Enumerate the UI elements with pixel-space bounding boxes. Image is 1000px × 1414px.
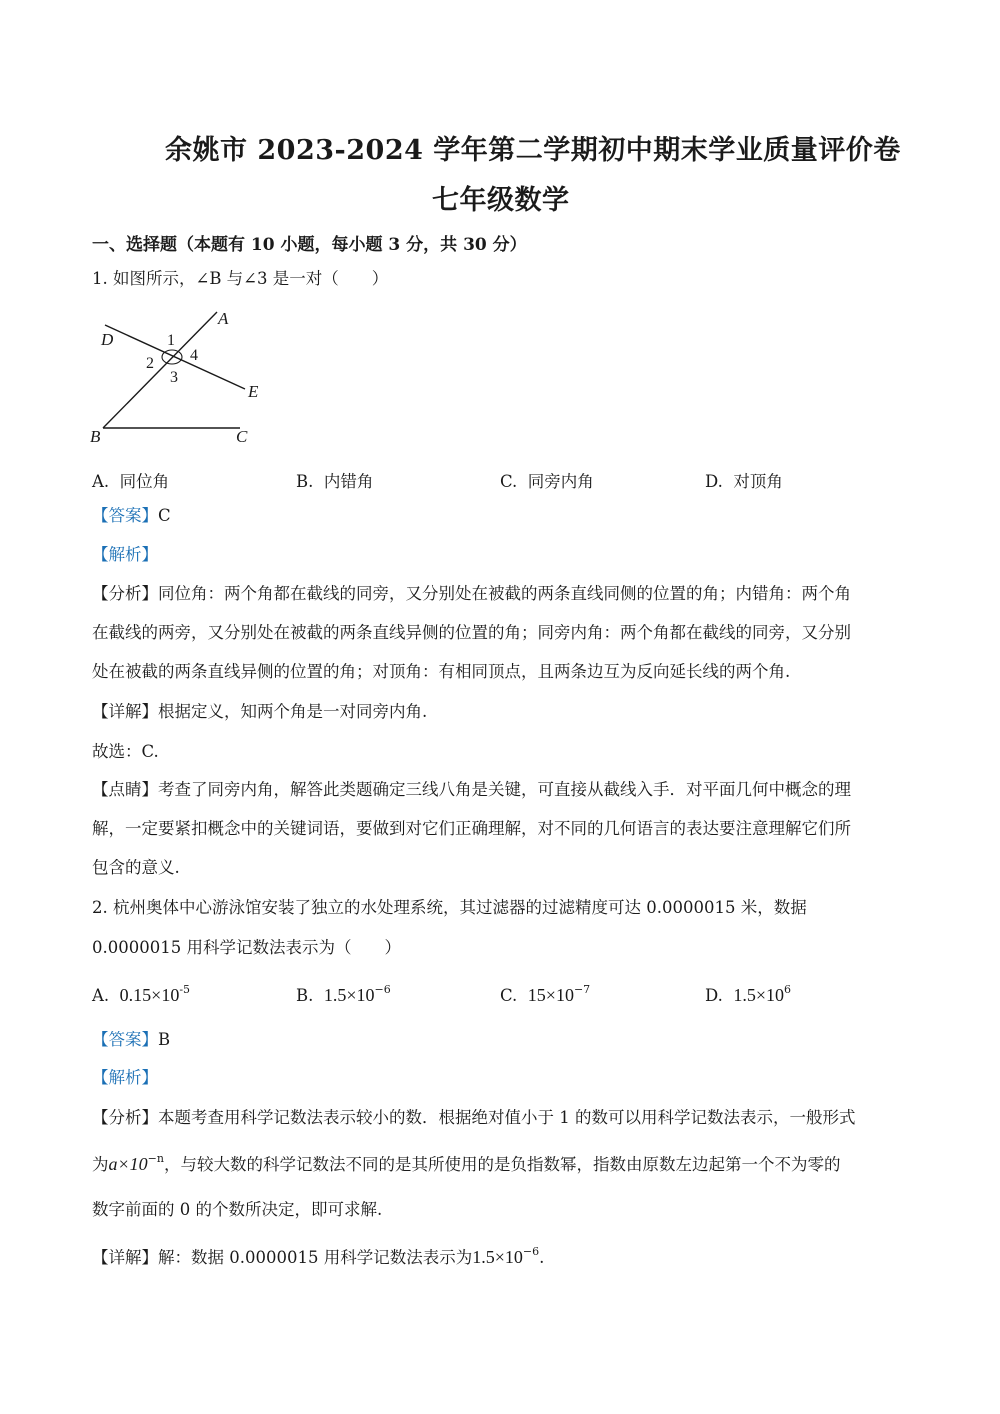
q2-stem-line2: 0.0000015 用科学记数法表示为（ ）: [92, 938, 401, 957]
q1-dianjing-line1: 【点睛】考查了同旁内角，解答此类题确定三线八角是关键，可直接从截线入手．对平面几何中概念的理: [92, 780, 851, 799]
q1-option-a: A. 同位角: [92, 472, 170, 491]
q2-analysis-tag: 【解析】: [92, 1068, 158, 1087]
angle-3: 3: [170, 369, 178, 386]
label-d: D: [101, 330, 114, 349]
q1-stem: 1. 如图所示，∠B 与∠3 是一对（ ）: [92, 269, 389, 288]
q1-xiangjie: 【详解】根据定义，知两个角是一对同旁内角.: [92, 702, 428, 721]
q1-option-b: B. 内错角: [296, 472, 374, 491]
q2-xiangjie: 【详解】解：数据 0.0000015 用科学记数法表示为$1.5\times 10^{-6}$.: [92, 1245, 545, 1267]
q1-dianjing-line3: 包含的意义.: [92, 858, 180, 877]
label-c: C: [236, 427, 248, 446]
q1-guxuan: 故选：C.: [92, 742, 159, 761]
q2-option-c: C. $15\times 10^{-7}$: [500, 983, 591, 1005]
label-e: E: [248, 382, 259, 401]
q2-fenxi-line2: 为$a\times 10^{-n}$，与较大数的科学记数法不同的是其所使用的是负指数幂，指数由原数左边起第一个不为零的: [92, 1152, 841, 1174]
q1-fenxi-line1: 【分析】同位角：两个角都在截线的同旁，又分别处在被截的两条直线同侧的位置的角；内错角：两个角: [92, 584, 851, 603]
q1-fenxi-line2: 在截线的两旁，又分别处在被截的两条直线异侧的位置的角；同旁内角：两个角都在截线的同旁，又分别: [92, 623, 851, 642]
q1-dianjing-line2: 解，一定要紧扣概念中的关键词语，要做到对它们正确理解，对不同的几何语言的表达要注意理解它们所: [92, 819, 851, 838]
angle-1: 1: [167, 332, 175, 349]
q2-fenxi-line1: 【分析】本题考查用科学记数法表示较小的数．根据绝对值小于 1 的数可以用科学记数法表示，一般形式: [92, 1108, 856, 1127]
q1-analysis-tag: 【解析】: [92, 545, 158, 564]
line-ba: [103, 312, 217, 428]
q2-fenxi-line3: 数字前面的 0 的个数所决定，即可求解.: [92, 1200, 383, 1219]
page-title: 余姚市 2023-2024 学年第二学期初中期末学业质量评价卷: [165, 135, 901, 166]
angle-2: 2: [146, 355, 154, 372]
q1-answer: 【答案】C: [92, 506, 171, 525]
label-b: B: [90, 427, 101, 446]
q1-figure: [85, 300, 285, 450]
angle-4: 4: [190, 347, 198, 364]
q2-option-b: B. $1.5\times 10^{-6}$: [296, 983, 391, 1005]
page-subtitle: 七年级数学: [432, 185, 570, 216]
q2-option-a: A. $0.15\times 10^{-5}$: [92, 983, 191, 1005]
section-heading: 一、选择题（本题有 10 小题，每小题 3 分，共 30 分）: [92, 235, 527, 255]
q2-stem-line1: 2. 杭州奥体中心游泳馆安装了独立的水处理系统，其过滤器的过滤精度可达 0.0000015 米，数据: [92, 898, 807, 917]
q2-option-d: D. $1.5\times 10^6$: [705, 983, 792, 1005]
label-a: A: [218, 309, 229, 328]
q1-option-c: C. 同旁内角: [500, 472, 594, 491]
q2-answer: 【答案】B: [92, 1030, 171, 1049]
q1-option-d: D. 对顶角: [705, 472, 783, 491]
q1-fenxi-line3: 处在被截的两条直线异侧的位置的角；对顶角：有相同顶点，且两条边互为反向延长线的两个角.: [92, 662, 791, 681]
